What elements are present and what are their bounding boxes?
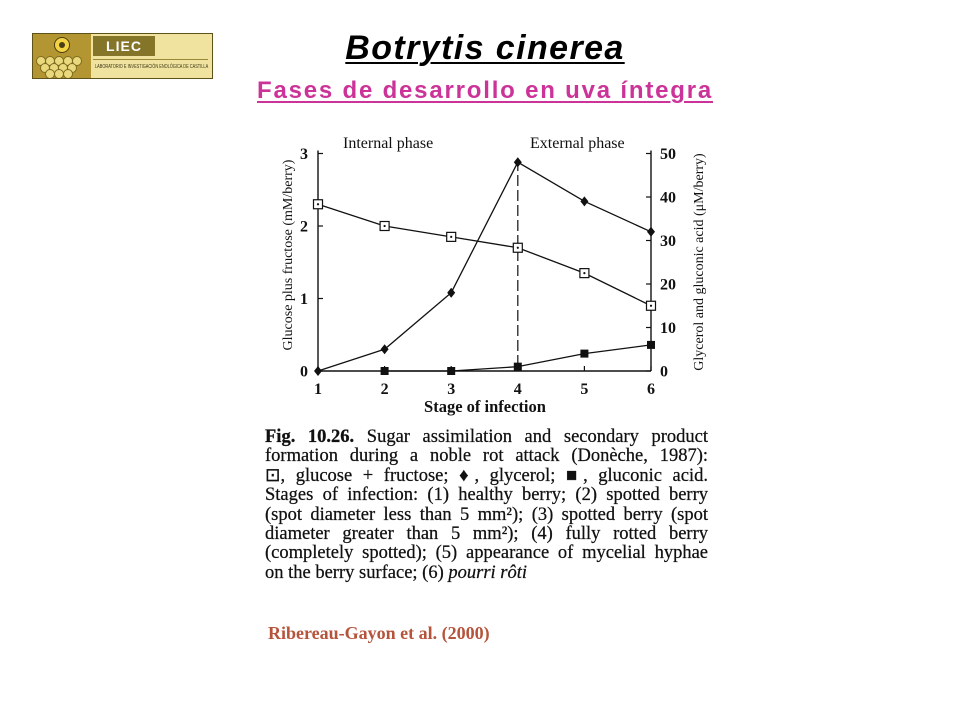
left-y-tick-label: 3 bbox=[300, 146, 308, 163]
right-y-axis-label: Glycerol and gluconic acid (μM/berry) bbox=[692, 153, 707, 371]
gluconic-acid-marker bbox=[381, 367, 389, 375]
glucose-fructose-marker-dot bbox=[450, 236, 452, 238]
right-y-tick-label: 50 bbox=[660, 146, 676, 163]
x-axis-label: Stage of infection bbox=[424, 397, 546, 416]
caption-line bbox=[265, 564, 708, 583]
right-y-tick-label: 0 bbox=[660, 363, 668, 381]
x-tick-label: 5 bbox=[580, 381, 589, 398]
right-y-tick-label: 40 bbox=[660, 189, 676, 207]
caption-line: Stages of infection: (1) healthy berry; (2) spotted berry bbox=[265, 485, 708, 506]
slide-title: Botrytis cinerea bbox=[345, 29, 625, 67]
caption-line: (completely spotted); (5) appearance of mycelial hyphae bbox=[265, 543, 708, 564]
glucose-fructose-marker-dot bbox=[384, 225, 386, 227]
glycerol-marker bbox=[580, 196, 588, 206]
caption-italic-term: pourri rôti bbox=[448, 562, 528, 583]
series-line-open-square-dot bbox=[318, 204, 651, 306]
x-tick-label: 2 bbox=[380, 381, 389, 398]
caption-line: diameter greater than 5 mm²); (4) fully rotted berry bbox=[265, 523, 708, 544]
source-citation: Ribereau-Gayon et al. (2000) bbox=[268, 623, 490, 643]
left-y-tick-label: 0 bbox=[300, 363, 308, 381]
slide-subtitle: Fases de desarrollo en uva íntegra bbox=[256, 77, 714, 104]
glycerol-marker bbox=[381, 344, 389, 354]
caption-text: Sugar assimilation and secondary product bbox=[366, 427, 708, 447]
glucose-fructose-marker-dot bbox=[583, 272, 585, 274]
glycerol-marker bbox=[314, 366, 322, 376]
glycerol-marker bbox=[514, 157, 522, 167]
logo-subtitle: LABORATORIO E INVESTIGACIÓN ENOLÓGICA DE CASTILLA bbox=[95, 64, 209, 70]
figure-caption bbox=[265, 428, 708, 583]
x-tick-label: 3 bbox=[447, 381, 456, 398]
gluconic-acid-marker bbox=[514, 363, 522, 371]
glucose-fructose-marker-dot bbox=[317, 203, 319, 205]
caption-line: (spot diameter less than 5 mm²); (3) spotted berry (spot bbox=[265, 504, 708, 525]
internal-phase-annotation: Internal phase bbox=[343, 135, 434, 152]
left-y-axis-label: Glucose plus fructose (mM/berry) bbox=[281, 159, 296, 351]
gluconic-acid-marker bbox=[447, 367, 455, 375]
gluconic-acid-marker bbox=[580, 350, 588, 358]
x-tick-label: 1 bbox=[314, 381, 322, 398]
caption-line: formation during a noble rot attack (Donèche, 1987): bbox=[265, 446, 708, 467]
x-tick-label: 4 bbox=[513, 381, 522, 398]
glycerol-marker bbox=[647, 227, 655, 237]
left-y-tick-label: 2 bbox=[300, 218, 308, 236]
caption-legend-line: ⊡, glucose + fructose; ♦, glycerol; ■, gluconic acid. bbox=[265, 465, 708, 486]
glycerol-marker bbox=[447, 288, 455, 298]
chart bbox=[260, 130, 720, 420]
figure-number: Fig. 10.26. bbox=[265, 427, 355, 447]
series-line-filled-diamond bbox=[318, 162, 651, 371]
logo-name: LIEC bbox=[93, 36, 155, 56]
right-y-tick-label: 10 bbox=[660, 320, 676, 337]
glucose-fructose-marker-dot bbox=[650, 305, 652, 307]
right-y-tick-label: 20 bbox=[660, 276, 676, 294]
right-y-tick-label: 30 bbox=[660, 233, 676, 250]
glucose-fructose-marker-dot bbox=[517, 247, 519, 249]
external-phase-annotation: External phase bbox=[530, 135, 625, 152]
caption-text: on the berry surface; (6) bbox=[265, 562, 449, 583]
caption-line bbox=[265, 428, 708, 447]
gluconic-acid-marker bbox=[647, 341, 655, 349]
left-y-tick-label: 1 bbox=[300, 291, 308, 308]
chart-marks bbox=[300, 146, 676, 398]
x-tick-label: 6 bbox=[647, 381, 655, 398]
